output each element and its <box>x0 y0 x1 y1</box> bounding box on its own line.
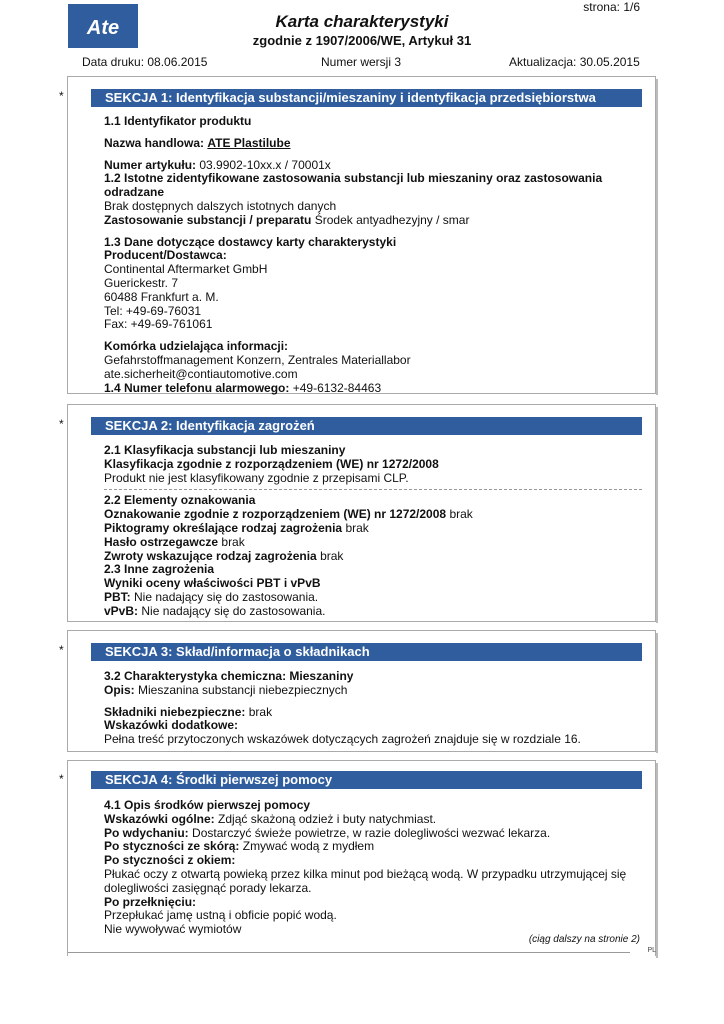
company-name: Continental Aftermarket GmbH <box>104 262 268 277</box>
heading-2-2: 2.2 Elementy oznakowania <box>104 493 256 508</box>
change-marker: * <box>59 417 64 431</box>
producer-label: Producent/Dostawca: <box>104 248 227 263</box>
dangerous-components-label: Składniki niebezpieczne: <box>104 704 246 719</box>
use-value: Środek antyadhezyjny / smar <box>314 212 470 227</box>
section-2-content <box>104 444 645 619</box>
version-number: Numer wersji 3 <box>321 55 402 69</box>
pictogram-value: brak <box>345 520 369 535</box>
street-address: Guerickestr. 7 <box>104 275 179 290</box>
inhalation-value: Dostarczyć świeże powietrze, w razie dolegliwości wezwać lekarza. <box>192 825 551 840</box>
article-number-value: 03.9902-10xx.x / 70001x <box>199 157 331 172</box>
email-address: ate.sicherheit@contiautomotive.com <box>104 366 298 381</box>
inhalation-label: Po wdychaniu: <box>104 825 189 840</box>
section-2 <box>59 404 656 622</box>
page-number: strona: 1/6 <box>583 0 640 14</box>
clp-label: Oznakowanie zgodnie z rozporządzeniem (WE) nr 1272/2008 <box>104 507 447 522</box>
signal-word-value: brak <box>221 534 245 549</box>
vpvb-value: Nie nadający się do zastosowania. <box>141 603 326 618</box>
classification-value: Produkt nie jest klasyfikowany zgodnie z przepisami CLP. <box>104 470 409 485</box>
phone-number: Tel: +49-69-76031 <box>104 303 202 318</box>
heading-1-2: 1.2 Istotne zidentyfikowane zastosowania substancji lub mieszaniny oraz zastosowania odradzane <box>104 171 603 200</box>
swallowing-value-1: Przepłukać jamę ustną i obficie popić wodą. <box>104 908 337 923</box>
section-3-header: SEKCJA 3: Skład/informacja o składnikach <box>91 643 642 661</box>
pictogram-label: Piktogramy określające rodzaj zagrożenia <box>104 520 343 535</box>
pbt-label: PBT: <box>104 589 131 604</box>
heading-4-1: 4.1 Opis środków pierwszej pomocy <box>104 798 311 812</box>
skin-contact-label: Po styczności ze skórą: <box>104 839 240 854</box>
additional-info-label: Wskazówki dodatkowe: <box>104 718 239 733</box>
section-2-header: SEKCJA 2: Identyfikacja zagrożeń <box>91 417 642 435</box>
trade-name-label: Nazwa handlowa: <box>104 135 205 150</box>
fax-number: Fax: +49-69-761061 <box>104 317 213 332</box>
info-dept-label: Komórka udzielająca informacji: <box>104 339 289 354</box>
vpvb-label: vPvB: <box>104 603 139 618</box>
swallowing-label: Po przełknięciu: <box>104 894 197 909</box>
heading-1-1: 1.1 Identyfikator produktu <box>104 114 252 128</box>
document-title: Karta charakterystyki <box>275 12 449 31</box>
description-label: Opis: <box>104 682 135 697</box>
pbt-value: Nie nadający się do zastosowania. <box>134 589 319 604</box>
pbt-heading: Wyniki oceny właściwości PBT i vPvB <box>104 576 321 591</box>
use-label: Zastosowanie substancji / preparatu <box>104 212 312 227</box>
article-number-label: Numer artykułu: <box>104 157 197 172</box>
dashed-divider <box>104 489 642 490</box>
hazard-statements-label: Zwroty wskazujące rodzaj zagrożenia <box>104 548 317 563</box>
language-code: PL <box>647 947 656 954</box>
eye-contact-label: Po styczności z okiem: <box>104 853 236 868</box>
heading-2-3: 2.3 Inne zagrożenia <box>104 562 215 577</box>
additional-info-value: Pełna treść przytoczonych wskazówek dotyczących zagrożeń znajduje się w rozdziale 16. <box>104 732 581 747</box>
logo-text: Ate <box>86 17 120 39</box>
change-marker: * <box>59 643 64 657</box>
heading-3-2: 3.2 Charakterystyka chemiczna: Mieszaniny <box>104 669 354 683</box>
city-address: 60488 Frankfurt a. M. <box>104 289 219 304</box>
update-date: Aktualizacja: 30.05.2015 <box>509 55 640 69</box>
section-1-header: SEKCJA 1: Identyfikacja substancji/mieszaniny i identyfikacja przedsiębiorstwa <box>91 89 642 107</box>
general-advice-value: Zdjąć skażoną odzież i buty natychmiast. <box>218 811 437 826</box>
section-1-content <box>104 115 645 395</box>
general-advice-label: Wskazówki ogólne: <box>104 811 215 826</box>
heading-1-4: 1.4 Numer telefonu alarmowego: <box>104 380 290 395</box>
eye-contact-value: Płukać oczy z otwartą powieką przez kilka minut pod bieżącą wodą. W przypadku utrzymującej się dolegliwości zasięgnąć porady lekarza. <box>104 866 627 895</box>
change-marker: * <box>59 772 64 786</box>
swallowing-value-2: Nie wywoływać wymiotów <box>104 922 242 937</box>
signal-word-label: Hasło ostrzegawcze <box>104 534 219 549</box>
description-value: Mieszanina substancji niebezpiecznych <box>138 682 348 697</box>
section-4-header: SEKCJA 4: Środki pierwszej pomocy <box>91 771 642 789</box>
document-subtitle: zgodnie z 1907/2006/WE, Artykuł 31 <box>252 33 472 48</box>
skin-contact-value: Zmywać wodą z mydłem <box>242 839 375 854</box>
section-3-content <box>104 670 645 747</box>
no-data-text: Brak dostępnych dalszych istotnych danych <box>104 198 337 213</box>
section-3 <box>59 630 656 752</box>
change-marker: * <box>59 89 64 103</box>
heading-2-1: 2.1 Klasyfikacja substancji lub mieszaniny <box>104 443 346 457</box>
heading-1-3: 1.3 Dane dotyczące dostawcy karty charakterystyki <box>104 234 397 249</box>
section-1 <box>59 76 656 395</box>
section-4 <box>59 760 656 956</box>
dangerous-components-value: brak <box>248 704 273 719</box>
continuation-note: (ciąg dalszy na stronie 2) <box>528 934 640 945</box>
emergency-phone: +49-6132-84463 <box>292 380 382 395</box>
hazard-statements-value: brak <box>320 548 344 563</box>
trade-name-value: ATE Plastilube <box>207 135 291 150</box>
section-4-content <box>104 799 645 937</box>
info-dept-value: Gefahrstoffmanagement Konzern, Zentrales Materiallabor <box>104 352 411 367</box>
print-date: Data druku: 08.06.2015 <box>82 55 208 69</box>
clp-value: brak <box>449 507 473 522</box>
classification-label: Klasyfikacja zgodnie z rozporządzeniem (WE) nr 1272/2008 <box>104 456 439 471</box>
footer-rule <box>68 952 630 953</box>
